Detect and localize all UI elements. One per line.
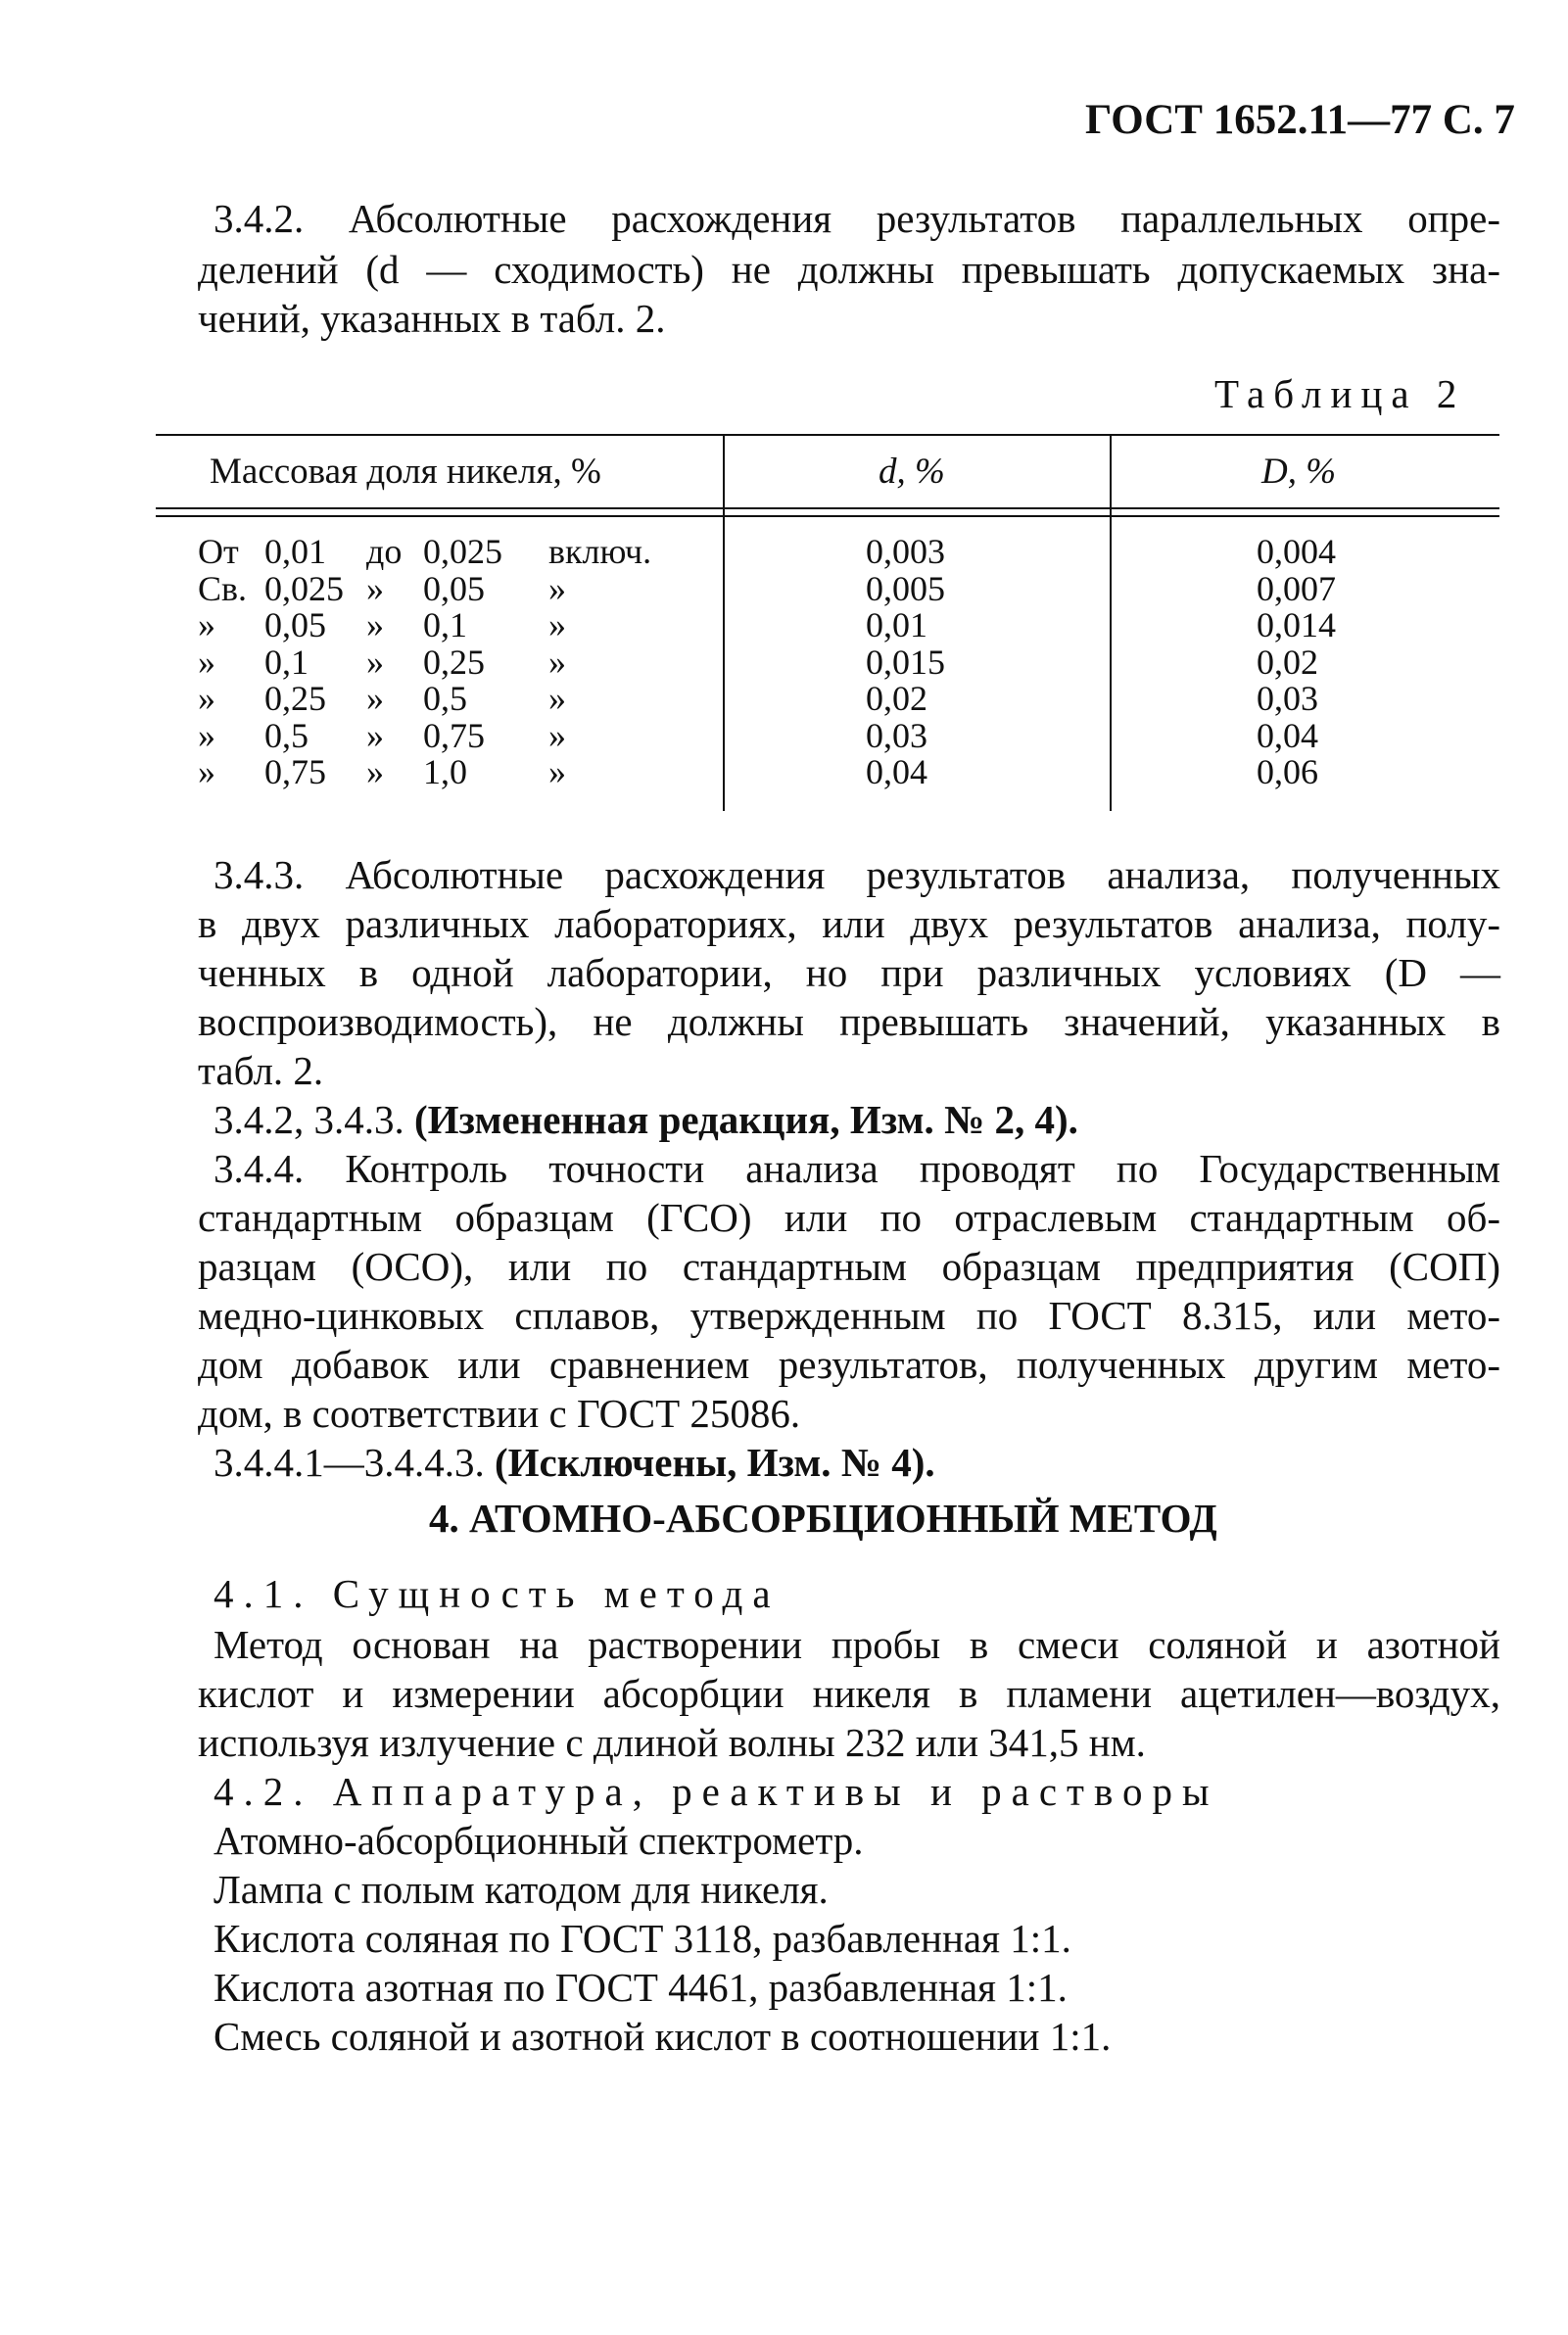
table-cell: » [366, 679, 384, 718]
table-column-divider [723, 434, 725, 811]
table-cell: От [198, 532, 239, 571]
paragraph-line: 3.4.4. Контроль точности анализа проводят по Государственным [214, 1146, 1500, 1191]
table-cell: » [198, 715, 215, 755]
table-cell: 0,04 [866, 752, 927, 791]
paragraph-line: медно-цинковых сплавов, утвержденным по ГОСТ 8.315, или мето- [198, 1293, 1500, 1338]
paragraph-line: делений (d — сходимость) не должны превышать допускаемых зна- [198, 247, 1500, 292]
amendment-prefix: 3.4.2, 3.4.3. [214, 1097, 404, 1142]
paragraph-line: Метод основан на растворении пробы в смеси соляной и азотной [214, 1622, 1500, 1667]
table-cell: » [548, 568, 566, 608]
table-cell: » [366, 715, 384, 755]
table-cell: » [198, 679, 215, 718]
table-title: Таблица 2 [1214, 371, 1466, 416]
paragraph-line: дом добавок или сравнением результатов, полученных другим мето- [198, 1342, 1500, 1387]
section-heading: 4. АТОМНО-АБСОРБЦИОННЫЙ МЕТОД [429, 1496, 1217, 1541]
table-column-divider [1110, 434, 1112, 811]
table-cell: 0,004 [1257, 532, 1336, 571]
table-cell: 0,01 [264, 532, 326, 571]
table-cell: » [548, 715, 566, 755]
list-item: Лампа с полым катодом для никеля. [214, 1867, 829, 1912]
table-cell: » [366, 752, 384, 791]
paragraph-line: в двух различных лабораториях, или двух результатов анализа, полу- [198, 901, 1500, 946]
amendment-note [214, 1438, 1500, 1487]
paragraph-line: стандартным образцам (ГСО) или по отраслевым стандартным об- [198, 1195, 1500, 1240]
table-cell: » [548, 642, 566, 682]
table-header-rule [156, 515, 1499, 517]
amendment-note [214, 1095, 1500, 1144]
table-cell: 0,75 [423, 715, 485, 755]
table-cell: 0,02 [866, 679, 927, 718]
paragraph-line: воспроизводимость), не должны превышать значений, указанных в [198, 999, 1500, 1044]
paragraph-line: чений, указанных в табл. 2. [198, 296, 666, 341]
table-cell: 1,0 [423, 752, 467, 791]
table-cell: 0,025 [423, 532, 502, 571]
paragraph-line: кислот и измерении абсорбции никеля в пламени ацетилен—воздух, [198, 1671, 1500, 1716]
table-cell: включ. [548, 532, 652, 571]
table-header-D: D, % [1261, 452, 1337, 492]
table-cell: 0,025 [264, 568, 344, 608]
table-cell: 0,005 [866, 568, 945, 608]
table-cell: » [548, 679, 566, 718]
table-cell: Св. [198, 568, 248, 608]
table-cell: 0,03 [1257, 679, 1318, 718]
table-cell: 0,04 [1257, 715, 1318, 755]
table-cell: » [366, 642, 384, 682]
table-cell: » [198, 752, 215, 791]
table-cell: 0,01 [866, 605, 927, 644]
table-cell: 0,1 [264, 642, 309, 682]
amendment-prefix: 3.4.4.1—3.4.4.3. [214, 1440, 485, 1485]
table-cell: » [198, 642, 215, 682]
list-item: Кислота азотная по ГОСТ 4461, разбавленная 1:1. [214, 1965, 1068, 2010]
table-cell: 0,015 [866, 642, 945, 682]
table-cell: 0,02 [1257, 642, 1318, 682]
table-cell: » [366, 605, 384, 644]
paragraph-line: табл. 2. [198, 1048, 324, 1093]
list-item: Кислота соляная по ГОСТ 3118, разбавленная 1:1. [214, 1916, 1071, 1961]
table-cell: 0,25 [264, 679, 326, 718]
table-cell: 0,007 [1257, 568, 1336, 608]
table-cell: 0,5 [423, 679, 467, 718]
amendment-bold: (Измененная редакция, Изм. № 2, 4). [414, 1097, 1078, 1142]
table-cell: 0,25 [423, 642, 485, 682]
table-cell: » [548, 752, 566, 791]
table-cell: 0,05 [264, 605, 326, 644]
list-item: Смесь соляной и азотной кислот в соотношении 1:1. [214, 2014, 1112, 2059]
table-header-mass: Массовая доля никеля, % [210, 452, 601, 492]
table-header-d: d, % [879, 452, 945, 492]
table-top-rule [156, 434, 1499, 436]
table-cell: 0,5 [264, 715, 309, 755]
paragraph-line: разцам (ОСО), или по стандартным образцам предприятия (СОП) [198, 1244, 1500, 1289]
paragraph-line: используя излучение с длиной волны 232 или 341,5 нм. [198, 1720, 1146, 1765]
table-cell: » [366, 568, 384, 608]
table-cell: » [198, 605, 215, 644]
subsection-title: 4.1. Сущность метода [214, 1571, 781, 1616]
table-cell: 0,1 [423, 605, 467, 644]
table-cell: 0,003 [866, 532, 945, 571]
table-cell: 0,75 [264, 752, 326, 791]
amendment-bold: (Исключены, Изм. № 4). [495, 1440, 935, 1485]
table-header-rule [156, 507, 1499, 509]
table-cell: » [548, 605, 566, 644]
paragraph-line: ченных в одной лаборатории, но при различных условиях (D — [198, 950, 1500, 995]
table-cell: до [366, 532, 403, 571]
subsection-title: 4.2. Аппаратура, реактивы и растворы [214, 1769, 1219, 1814]
table-cell: 0,03 [866, 715, 927, 755]
table-cell: 0,05 [423, 568, 485, 608]
list-item: Атомно-абсорбционный спектрометр. [214, 1818, 864, 1863]
paragraph-line: 3.4.2. Абсолютные расхождения результатов параллельных опре- [214, 196, 1500, 241]
paragraph-line: дом, в соответствии с ГОСТ 25086. [198, 1391, 801, 1436]
table-cell: 0,06 [1257, 752, 1318, 791]
paragraph-line: 3.4.3. Абсолютные расхождения результатов анализа, полученных [214, 852, 1500, 897]
table-cell: 0,014 [1257, 605, 1336, 644]
page-header: ГОСТ 1652.11—77 С. 7 [1085, 97, 1515, 143]
